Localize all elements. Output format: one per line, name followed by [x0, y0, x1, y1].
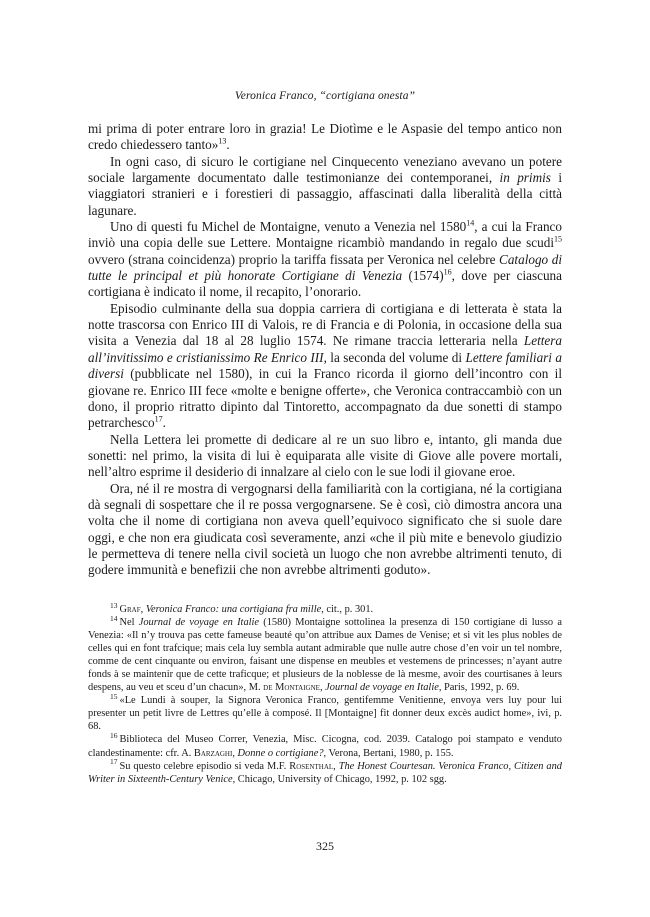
footnote-reference: 17	[154, 414, 163, 424]
body-text	[88, 121, 562, 579]
text-run: , la seconda del volume di	[323, 349, 466, 365]
footnote-reference: 14	[466, 218, 475, 228]
footnote	[88, 757, 562, 786]
text-run: .	[226, 137, 230, 153]
text-run: mi prima di poter entrare loro in grazia! Le Diotìme e le Aspasie del tempo antico non credo chiedessero tanto»	[88, 121, 562, 153]
text-run: (pubblicate nel 1580), in cui la Franco ricorda il giorno dell’incontro con il giovane re. Enrico III fece «molte e benigne offerte», che Veronica contraccambiò con un dono, il proprio ritratto dipinto dal Tintoretto, accompagnato da due sonetti di stampo petrarchesco	[88, 366, 562, 431]
text-run: «Le Lundi à souper, la Signora Veronica Franco, gentifemme Venitienne, envoya vers luy pour lui presenter un petit livre de Lettres qu’elle à composé. Il [Montaigne] fit donner deux excès audict home», ivi, p. 68.	[88, 695, 562, 733]
author-name: de Montaigne	[263, 682, 320, 694]
footnote-number: 13	[110, 600, 118, 610]
text-run: In ogni caso, di sicuro le cortigiane nel Cinquecento veneziano avevano un potere sociale largamente documentato dalle testimonianze dei contemporanei,	[88, 153, 562, 186]
text-run: Ora, né il re mostra di vergognarsi della familiarità con la cortigiana, né la cortigiana dà segnali di sospettare che il re possa vergognarsene. Se è così, ciò dimostra ancora una volta che il nome di cortigiana non aveva quell’equivoco significato che si suole dare oggi, e che non era giudicata così severamente, anzi «che il più mite e benevolo giudizio le permetteva di tenere nella civil società un luogo che non avrebbe altrimenti tenuto, di godere immunità e benefizii che non avrebbe altrimenti goduto».	[88, 480, 562, 578]
text-run: , cit., p. 301.	[321, 604, 374, 615]
footnote-number: 14	[110, 613, 118, 623]
paragraph	[88, 481, 562, 579]
italic-title: in primis	[499, 170, 551, 186]
paragraph	[88, 121, 562, 154]
text-run: , dove per ciascuna cortigiana è indicato il nome, il recapito, l’onorario.	[88, 268, 563, 300]
italic-title: Veronica Franco: una cortigiana fra mille	[145, 604, 322, 615]
page-number: 325	[316, 839, 334, 853]
text-run: (1574)	[402, 268, 444, 284]
paragraph	[88, 219, 562, 301]
text-run: , Paris, 1992, p. 69.	[438, 682, 520, 694]
text-run: (1580) Montaigne sottolinea la presenza di 150 cortigiane di lusso a Venezia: «Il n’y trouva pas cette fameuse beauté qu’on attribue aux Dames de Venise; et si vit les plus nobles de celles qui en font trafcique; mais cela luy sembla autant admirable que nulle autre chose d’en voir un tel nombre, comme de cent cinquante ou environ, faisant une dispense en meubles et vestemens de princesses; n’ayant autre fonds à se maintenir que de cette traficque; et plusieurs de la noblesse de là mesme, avoir des courtisanes à leurs despens, au veu et sceu d’un chacun», M.	[88, 617, 562, 694]
footnote-number: 16	[110, 731, 118, 740]
italic-title: Catalogo di tutte le principal et più honorate Cortigiane di Venezia	[88, 251, 562, 284]
text-run: ,	[232, 747, 238, 759]
text-run: ,	[333, 760, 339, 772]
text-run: , Verona, Bertani, 1980, p. 155.	[323, 747, 454, 759]
paragraph	[88, 154, 562, 219]
text-run: , Chicago, University of Chicago, 1992, p. 102 sgg.	[232, 773, 447, 785]
italic-title: Donne o cortigiane?	[237, 747, 324, 759]
text-run: Episodio culminante della sua doppia carriera di cortigiana e di letterata è stata la notte trascorsa con Enrico III di Valois, re di Francia e di Polonia, in occasione della sua visita a Venezia dal 18 al 28 luglio 1574. Ne rimane traccia letteraria nella	[88, 300, 562, 349]
footnote-reference: 15	[554, 235, 562, 245]
text-run: , a cui la Franco inviò una copia delle sue Lettere. Montaigne ricambiò mandando in regalo due scudi	[88, 219, 562, 251]
text-run: Su questo celebre episodio si veda M.F.	[119, 760, 290, 772]
footnote-reference: 16	[443, 267, 452, 277]
text-run: Uno di questi fu Michel de Montaigne, venuto a Venezia nel 1580	[110, 219, 467, 235]
text-run: i viaggiatori stranieri e i forestieri di passaggio, affascinati dalla liberalità della città lagunare.	[88, 170, 562, 218]
italic-title: The Honest Courtesan. Veronica Franco, Citizen and Writer in Sixteenth-Century Venice	[88, 760, 562, 785]
text-run: Biblioteca del Museo Correr, Venezia, Misc. Cicogna, cod. 2039. Catalogo poi stampato e venduto clandestinamente: cfr. A.	[88, 734, 562, 759]
text-run: .	[162, 415, 166, 431]
italic-title: Lettere familiari a diversi	[88, 349, 563, 382]
text-run: ,	[319, 682, 326, 694]
author-name: Graf	[119, 604, 141, 615]
footnote	[88, 613, 562, 694]
author-name: Barzaghi	[193, 747, 233, 759]
text-run: Nella Lettera lei promette di dedicare al re un suo libro e, intanto, gli manda due sonetti: nel primo, la visita di lui è equiparata alle visite di Giove alle povere mortali, nell’altro esprime il desiderio di innalzare al cielo con le sue lodi il giovane eroe.	[88, 431, 562, 480]
italic-title: Journal de voyage en Italie	[325, 682, 439, 694]
author-name: Rosenthal	[289, 760, 334, 772]
footnote	[88, 733, 562, 759]
text-run: ovvero (strana coincidenza) proprio la tariffa fissata per Veronica nel celebre	[88, 251, 500, 267]
footnote	[88, 691, 562, 733]
text-run: Nel	[119, 617, 139, 629]
footnote-number: 17	[110, 757, 118, 767]
footnote-reference: 13	[218, 136, 227, 146]
footnote	[88, 600, 562, 616]
paragraph	[88, 301, 562, 432]
italic-title: Journal de voyage en Italie	[138, 617, 260, 629]
italic-title: Lettera all’invitissimo e cristianissimo Re Enrico III	[88, 333, 562, 365]
footnote-number: 15	[110, 691, 118, 701]
footnotes	[88, 600, 562, 786]
paragraph	[88, 432, 562, 481]
text-run: ,	[140, 604, 146, 615]
running-head: Veronica Franco, “cortigiana onesta”	[234, 90, 416, 102]
